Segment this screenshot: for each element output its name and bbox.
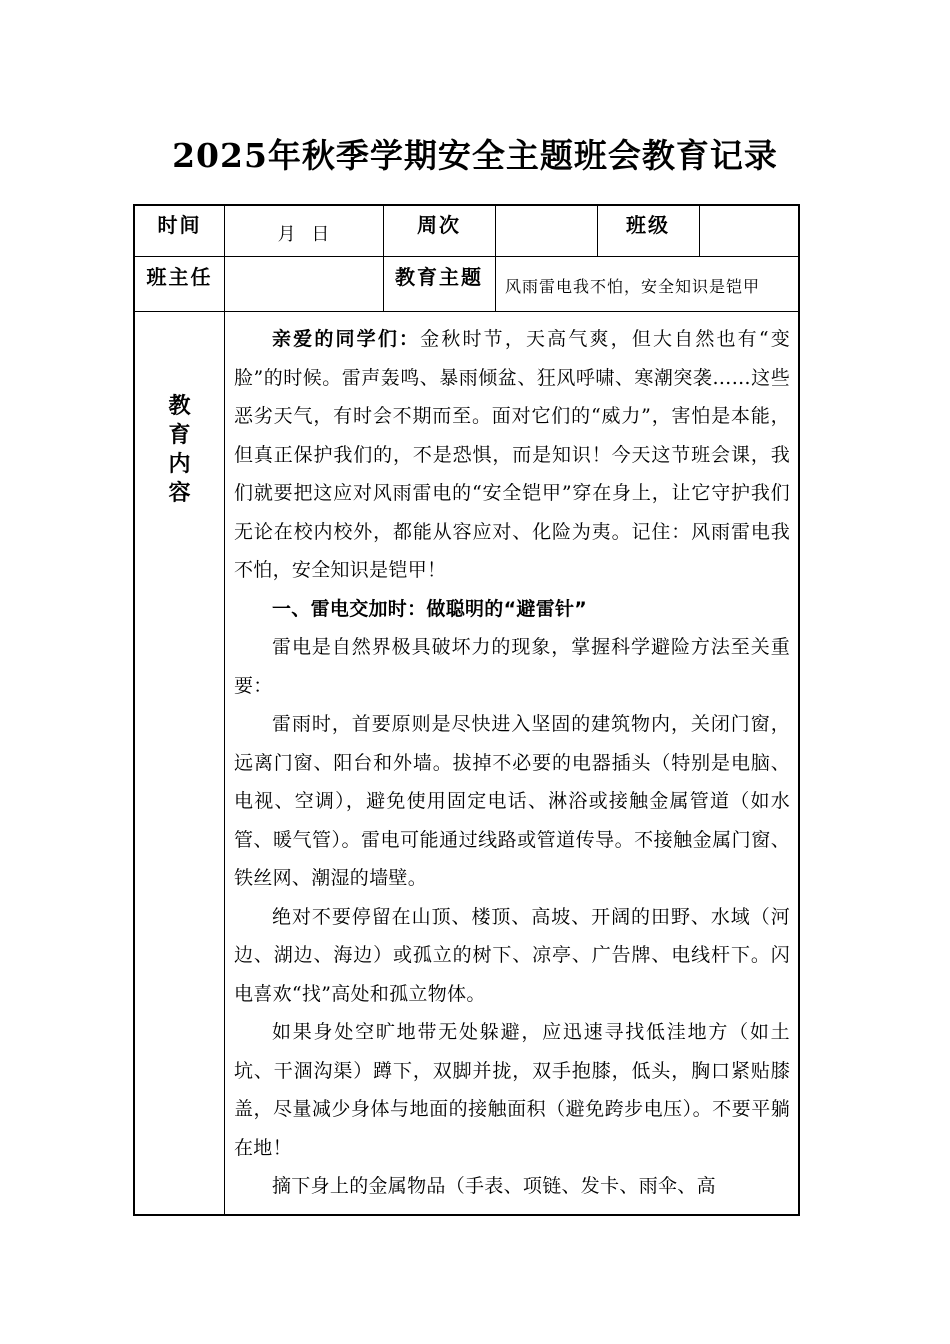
- class-value[interactable]: [700, 220, 798, 250]
- intro-paragraph: [234, 320, 790, 590]
- record-table: [133, 204, 800, 1216]
- paragraph: 摘下身上的金属物品（手表、项链、发卡、雨伞、高: [272, 1175, 716, 1197]
- education-content: [234, 320, 790, 1216]
- section-heading: 一、雷电交加时：做聪明的“避雷针”: [272, 597, 588, 620]
- time-label: 时间: [157, 213, 202, 237]
- teacher-label: 班主任: [146, 265, 213, 289]
- row-divider-2: [135, 311, 798, 312]
- paragraph: 雷雨时，首要原则是尽快进入坚固的建筑物内，关闭门窗，远离门窗、阳台和外墙。拔掉不必要的电器插头（特别是电脑、电视、空调），避免使用固定电话、淋浴或接触金属管道（如水管、暖气管）。雷电可能通过线路或管道传导。不接触金属门窗、铁丝网、潮湿的墙壁。: [234, 713, 790, 889]
- content-label-cell: [135, 312, 224, 1214]
- content-label-char: 内: [168, 451, 191, 477]
- topic-label: 教育主题: [395, 265, 483, 289]
- class-label: 班级: [626, 213, 670, 237]
- content-label-char: 容: [168, 480, 191, 506]
- page-title: 2025年秋季学期安全主题班会教育记录: [172, 136, 778, 175]
- intro-lead: 亲爱的同学们：: [272, 328, 421, 350]
- week-label: 周次: [417, 213, 461, 237]
- content-label: [135, 392, 224, 508]
- paragraph: 绝对不要停留在山顶、楼顶、高坡、开阔的田野、水域（河边、湖边、海边）或孤立的树下、凉亭、广告牌、电线杆下。闪电喜欢“找”高处和孤立物体。: [234, 905, 790, 1005]
- col-divider-label: [224, 206, 225, 1214]
- topic-value[interactable]: 风雨雷电我不怕，安全知识是铠甲: [505, 277, 761, 296]
- teacher-value[interactable]: [225, 268, 383, 298]
- row-divider-1: [135, 256, 798, 257]
- paragraph: 雷电是自然界极具破坏力的现象，掌握科学避险方法至关重要：: [234, 636, 790, 697]
- content-label-char: 教: [168, 393, 191, 419]
- week-value[interactable]: [496, 220, 597, 250]
- time-value[interactable]: 月 日: [277, 224, 330, 245]
- content-label-char: 育: [168, 422, 191, 448]
- paragraph: 如果身处空旷地带无处躲避，应迅速寻找低洼地方（如土坑、干涸沟渠）蹲下，双脚并拢，双手抱膝，低头，胸口紧贴膝盖，尽量减少身体与地面的接触面积（避免跨步电压）。不要平躺在地！: [234, 1021, 790, 1159]
- intro-text: 金秋时节，天高气爽，但大自然也有“变脸”的时候。雷声轰鸣、暴雨倾盆、狂风呼啸、寒潮突袭……这些恶劣天气，有时会不期而至。面对它们的“威力”，害怕是本能，但真正保护我们的，不是恐惧，而是知识！今天这节班会课，我们就要把这应对风雨雷电的“安全铠甲”穿在身上，让它守护我们无论在校内校外，都能从容应对、化险为夷。记住：风雨雷电我不怕，安全知识是铠甲！: [234, 328, 790, 581]
